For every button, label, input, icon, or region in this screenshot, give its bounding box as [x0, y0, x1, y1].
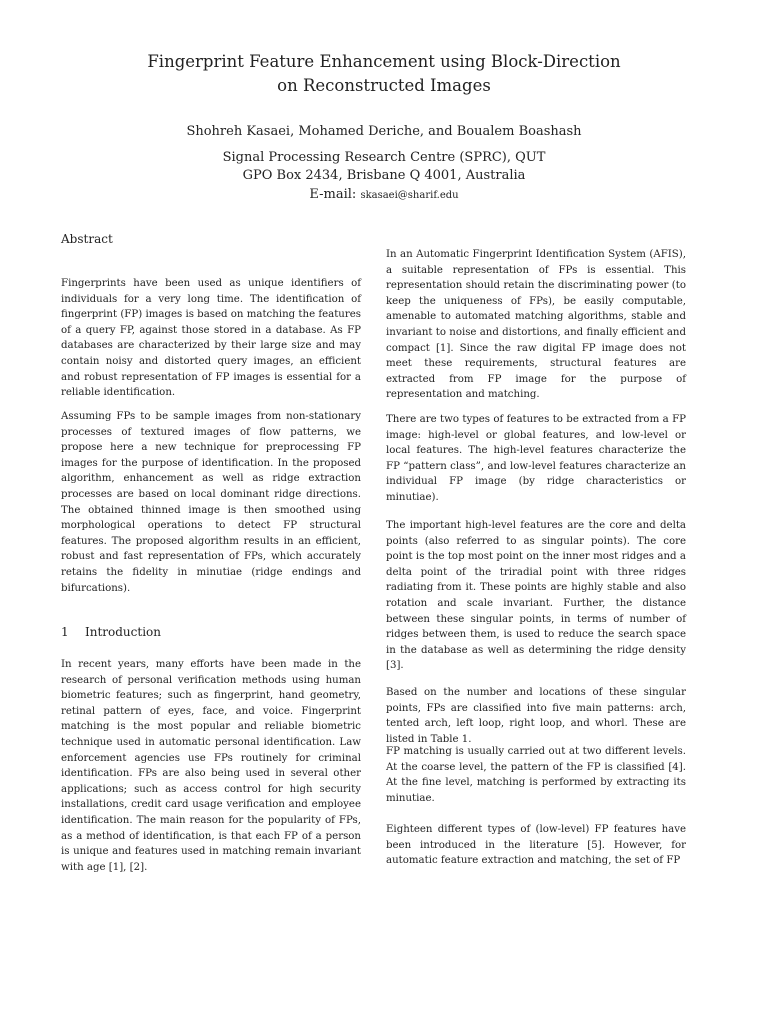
author-list: Shohreh Kasaei, Mohamed Deriche, and Boualem Boashash — [186, 124, 582, 139]
abstract-paragraph-2: Assuming FPs to be sample images from non-stationary processes of textured images of flow patterns, we propose here a new technique for preprocessing FP images for the purpose of identification. In the proposed algorithm, enhancement as well as ridge extraction processes are based on local dominant ridge directions. The obtained thinned image is then smoothed using morphological operations to detect FP structural features. The proposed algorithm results in an efficient, robust and fast representation of FPs, which accurately retains the fidelity in minutiae (ridge endings and bifurcations). — [61, 411, 361, 594]
section-title: Introduction — [85, 625, 161, 639]
right-paragraph-2: There are two types of features to be extracted from a FP image: high-level or global features, and low-level or local features. The high-level features characterize the FP “pattern class”, and low-level features characterize an individual FP image (by ridge characteristics or minutiae). — [386, 414, 686, 503]
introduction-heading — [61, 624, 161, 640]
section-number: 1 — [61, 625, 69, 639]
abstract-paragraph-1: Fingerprints have been used as unique identifiers of individuals for a very long time. The identification of fingerprint (FP) images is based on matching the features of a query FP, against those stored in a database. As FP databases are characterized by their large size and may contain noisy and distorted query images, an efficient and robust representation of FP images is essential for a reliable identification. — [61, 278, 361, 399]
introduction-paragraph-1: In recent years, many efforts have been made in the research of personal verification methods using human biometric features; such as fingerprint, hand geometry, retinal pattern of eyes, face, and voice. Fingerprint matching is the most popular and reliable biometric technique used in automatic personal identification. Law enforcement agencies use FPs routinely for criminal identification. FPs are also being used in several other applications; such as access control for high security installations, credit card usage verification and employee identification. The main reason for the popularity of FPs, as a method of identification, is that each FP of a person is unique and features used in matching remain invariant with age [1], [2]. — [61, 659, 361, 873]
right-paragraph-5: FP matching is usually carried out at two different levels. At the coarse level, the pattern of the FP is classified [4]. At the fine level, matching is performed by extracting its minutiae. — [386, 746, 686, 804]
email-line — [60, 186, 708, 205]
title-line-2: on Reconstructed Images — [277, 76, 491, 95]
paper-title — [60, 50, 708, 98]
right-paragraph-3: The important high-level features are the core and delta points (also referred to as singular points). The core point is the top most point on the inner most ridges and a delta point of the triradial point with three ridges radiating from it. These points are highly stable and also rotation and scale invariant. Further, the distance between these singular points, in terms of number of ridges between them, is used to reduce the search space in the database as well as determining the ridge density [3]. — [386, 520, 686, 672]
affiliation-line-2: GPO Box 2434, Brisbane Q 4001, Australia — [242, 168, 526, 183]
email-address: skasaei@sharif.edu — [360, 190, 459, 201]
affiliation-line-1: Signal Processing Research Centre (SPRC), QUT — [222, 150, 546, 165]
email-label: E-mail: — [309, 187, 357, 202]
abstract-heading: Abstract — [61, 232, 113, 246]
title-line-1: Fingerprint Feature Enhancement using Block-Direction — [147, 52, 621, 71]
right-paragraph-4: Based on the number and locations of these singular points, FPs are classified into five main patterns: arch, tented arch, left loop, right loop, and whorl. These are listed in Table 1. — [386, 687, 686, 745]
right-paragraph-1: In an Automatic Fingerprint Identification System (AFIS), a suitable representation of FPs is essential. This representation should retain the discriminating power (to keep the uniqueness of FPs), be easily computable, amenable to automated matching algorithms, stable and invariant to noise and distortions, and finally efficient and compact [1]. Since the raw digital FP image does not meet these requirements, structural features are extracted from FP image for the purpose of representation and matching. — [386, 249, 686, 401]
right-paragraph-6: Eighteen different types of (low-level) FP features have been introduced in the literature [5]. However, for automatic feature extraction and matching, the set of FP — [386, 824, 686, 867]
